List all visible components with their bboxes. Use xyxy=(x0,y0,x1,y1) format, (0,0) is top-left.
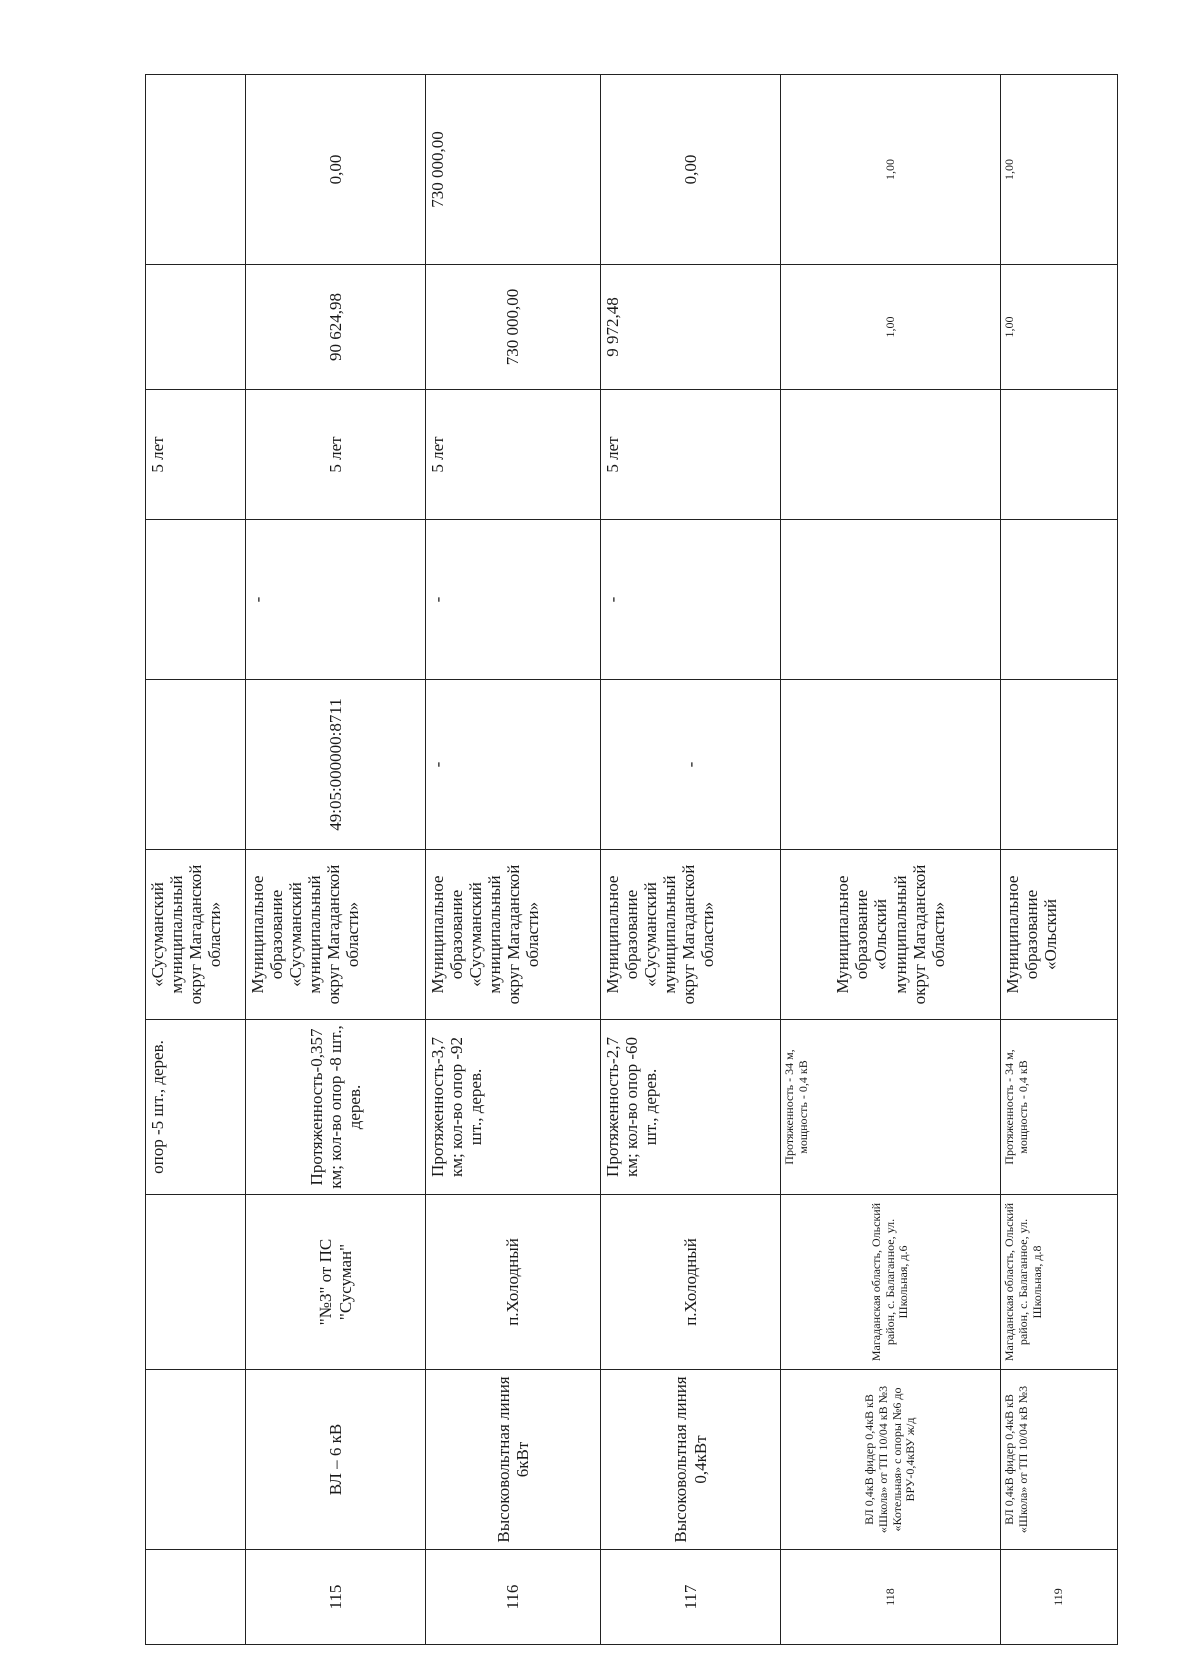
cell-num xyxy=(146,1550,246,1645)
cell-name: ВЛ 0,4кВ фидер 0,4кВ кВ «Школа» от ТП 10/04 кВ №3 xyxy=(1001,1370,1118,1550)
cell-name: ВЛ – 6 кВ xyxy=(246,1370,426,1550)
cell-encumbrance: - xyxy=(246,520,426,680)
cell-value-a: 90 624,98 xyxy=(246,265,426,390)
cell-name xyxy=(146,1370,246,1550)
cell-term: 5 лет xyxy=(601,390,781,520)
cell-characteristics: Протяженность - 34 м, мощность - 0,4 кВ xyxy=(1001,1020,1118,1195)
cell-owner: Муниципальное образование «Сусуманский муниципальный округ Магаданской области» xyxy=(246,850,426,1020)
cell-num: 115 xyxy=(246,1550,426,1645)
cell-owner: «Сусуманский муниципальный округ Магаданской области» xyxy=(146,850,246,1020)
cell-value-a: 1,00 xyxy=(1001,265,1118,390)
cell-term xyxy=(1001,390,1118,520)
table-row xyxy=(246,75,426,1645)
cell-num: 117 xyxy=(601,1550,781,1645)
cell-characteristics: опор -5 шт., дерев. xyxy=(146,1020,246,1195)
cell-address: п.Холодный xyxy=(426,1195,601,1370)
cell-term xyxy=(781,390,1001,520)
cell-name: Высоковольтная линия 0,4кВт xyxy=(601,1370,781,1550)
cell-value-a: 730 000,00 xyxy=(426,265,601,390)
cell-value-a xyxy=(146,265,246,390)
table-row xyxy=(601,75,781,1645)
cell-characteristics: Протяженность-0,357 км; кол-во опор -8 шт., дерев. xyxy=(246,1020,426,1195)
cell-address: "№3" от ПС "Сусуман" xyxy=(246,1195,426,1370)
cell-value-b: 1,00 xyxy=(781,75,1001,265)
cell-num: 118 xyxy=(781,1550,1001,1645)
cell-term: 5 лет xyxy=(426,390,601,520)
cell-term: 5 лет xyxy=(246,390,426,520)
cell-value-a: 1,00 xyxy=(781,265,1001,390)
cell-value-b xyxy=(146,75,246,265)
cell-value-b: 1,00 xyxy=(1001,75,1118,265)
table-row xyxy=(1001,75,1118,1645)
cell-value-a: 9 972,48 xyxy=(601,265,781,390)
cell-value-b: 0,00 xyxy=(246,75,426,265)
cell-characteristics: Протяженность-3,7 км; кол-во опор -92 шт., дерев. xyxy=(426,1020,601,1195)
cell-cadastral xyxy=(1001,680,1118,850)
cell-owner: Муниципальное образование «Сусуманский муниципальный округ Магаданской области» xyxy=(601,850,781,1020)
cell-num: 116 xyxy=(426,1550,601,1645)
cell-num: 119 xyxy=(1001,1550,1118,1645)
cell-encumbrance: - xyxy=(601,520,781,680)
property-register-table xyxy=(145,74,1118,1645)
cell-value-b: 0,00 xyxy=(601,75,781,265)
cell-address: п.Холодный xyxy=(601,1195,781,1370)
cell-address xyxy=(146,1195,246,1370)
cell-owner: Муниципальное образование «Ольский муниципальный округ Магаданской области» xyxy=(781,850,1001,1020)
cell-value-b: 730 000,00 xyxy=(426,75,601,265)
table-row xyxy=(426,75,601,1645)
rotated-table-container xyxy=(145,75,1117,1645)
cell-name: Высоковольтная линия 6кВт xyxy=(426,1370,601,1550)
cell-encumbrance xyxy=(781,520,1001,680)
cell-encumbrance xyxy=(1001,520,1118,680)
cell-encumbrance: - xyxy=(426,520,601,680)
cell-name: ВЛ 0,4кВ фидер 0,4кВ кВ «Школа» от ТП 10/04 кВ №3 «Котельная» с опоры №6 до ВРУ-0,4кВУ ж/д xyxy=(781,1370,1001,1550)
cell-address: Магаданская область, Ольский район, с. Балаганное, ул. Школьная, д.6 xyxy=(781,1195,1001,1370)
cell-address: Магаданская область, Ольский район, с. Балаганное, ул. Школьная, д.8 xyxy=(1001,1195,1118,1370)
cell-cadastral xyxy=(146,680,246,850)
cell-owner: Муниципальное образование «Сусуманский муниципальный округ Магаданской области» xyxy=(426,850,601,1020)
table-row xyxy=(146,75,246,1645)
cell-term: 5 лет xyxy=(146,390,246,520)
cell-cadastral: - xyxy=(601,680,781,850)
cell-characteristics: Протяженность-2,7 км; кол-во опор -60 шт., дерев. xyxy=(601,1020,781,1195)
cell-cadastral: - xyxy=(426,680,601,850)
cell-characteristics: Протяженность - 34 м, мощность - 0,4 кВ xyxy=(781,1020,1001,1195)
table-row xyxy=(781,75,1001,1645)
cell-cadastral: 49:05:000000:8711 xyxy=(246,680,426,850)
cell-cadastral xyxy=(781,680,1001,850)
cell-owner: Муниципальное образование «Ольский xyxy=(1001,850,1118,1020)
cell-encumbrance xyxy=(146,520,246,680)
